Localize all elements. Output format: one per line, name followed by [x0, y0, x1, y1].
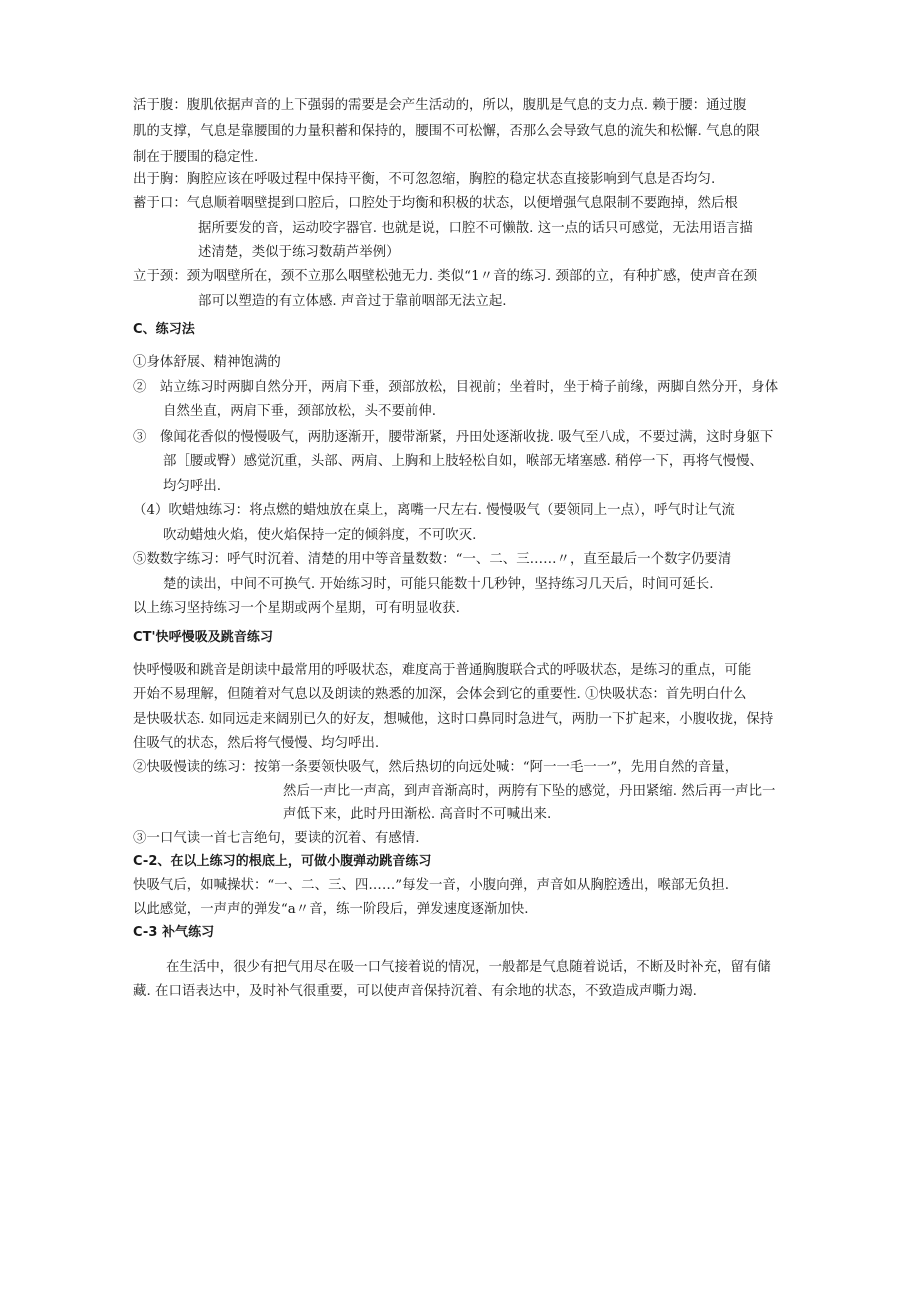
list-item: ③ 像闻花香似的慢慢吸气，两肋逐渐开，腰带渐紧，丹田处逐渐收拢. 吸气至八成，不要过满，这时身躯下 — [133, 430, 774, 445]
text-line: 开始不易理解，但随着对气息以及朗读的熟悉的加深，会体会到它的重要性. ①快吸状态：首先明白什么 — [133, 687, 747, 702]
text-line: 据所要发的音，运动咬字器官. 也就是说，口腔不可懒散. 这一点的话只可感觉，无法用语言描 — [198, 221, 753, 236]
text-line: 以上练习坚持练习一个星期或两个星期，可有明显收获. — [133, 601, 460, 616]
text-line: 住吸气的状态，然后将气慢慢、均匀呼出. — [133, 736, 380, 751]
text-line: 部［腰或臀）感觉沉重，头部、两肩、上胸和上肢轻松自如，喉部无堵塞感. 稍停一下，再将气慢慢、 — [163, 454, 763, 469]
text-line: 述清楚，类似于练习数葫芦举例） — [198, 245, 400, 260]
text-line: 声低下来，此时丹田渐松. 高音时不可喊出来. — [283, 807, 552, 822]
section-heading: C、练习法 — [133, 322, 195, 337]
section-heading: C-2、在以上练习的根底上，可做小腹弹动跳音练习 — [133, 854, 432, 869]
list-item: ③一口气读一首七言绝句，要读的沉着、有感情. — [133, 831, 420, 846]
list-item: ⑤数数字练习：呼气时沉着、清楚的用中等音量数数：“一、二、三……〃，直至最后一个数字仍要清 — [133, 552, 732, 567]
section-heading: CT'快呼慢吸及跳音练习 — [133, 630, 273, 645]
list-item: ②快吸慢读的练习：按第一条要领快吸气，然后热切的向远处喊：“阿一一毛一一”，先用自然的音量， — [133, 760, 739, 775]
text-line: 活于腹：腹肌依据声音的上下强弱的需要是会产生活动的，所以，腹肌是气息的支力点. 赖于腰：通过腹 — [133, 98, 747, 113]
list-item: （4）吹蜡烛练习：将点燃的蜡烛放在桌上，离嘴一尺左右. 慢慢吸气（要领同上一点），呼气时让气流 — [133, 503, 735, 518]
text-line: 蓄于口：气息顺着咽壁提到口腔后，口腔处于均衡和积极的状态，以便增强气息限制不要跑掉，然后根 — [133, 196, 738, 211]
text-line: 吹动蜡烛火焰，使火焰保持一定的倾斜度，不可吹灭. — [163, 528, 477, 543]
list-item: ② 站立练习时两脚自然分开，两肩下垂，颈部放松，目视前；坐着时，坐于椅子前缘，两脚自然分开，身体 — [133, 380, 779, 395]
text-line: 快呼慢吸和跳音是朗读中最常用的呼吸状态，难度高于普通胸腹联合式的呼吸状态，是练习的重点，可能 — [133, 663, 752, 678]
text-line: 部可以塑造的有立体感. 声音过于靠前咽部无法立起. — [198, 294, 507, 309]
text-line: 快吸气后，如喊操状：“一、二、三、四……”每发一音，小腹向弹，声音如从胸腔透出，喉部无负担. — [133, 878, 730, 893]
text-line: 均匀呼出. — [163, 479, 222, 494]
text-line: 肌的支撑，气息是靠腰围的力量积蓄和保持的，腰围不可松懈，否那么会导致气息的流失和松懈. 气息的限 — [133, 124, 760, 139]
text-line: 藏. 在口语表达中，及时补气很重要，可以使声音保持沉着、有余地的状态，不致造成声嘶力竭. — [133, 984, 697, 999]
section-heading: C-3 补气练习 — [133, 925, 215, 940]
list-item: ①身体舒展、精神饱满的 — [133, 355, 281, 370]
text-line: 立于颈：颈为咽壁所在，颈不立那么咽壁松弛无力. 类似“1〃音的练习. 颈部的立，有种扩感，使声音在颈 — [133, 269, 758, 284]
text-line: 然后一声比一声高，到声音渐高时，两胯有下坠的感觉，丹田紧缩. 然后再一声比一 — [283, 784, 776, 799]
text-line: 楚的读出，中间不可换气. 开始练习时，可能只能数十几秒钟，坚持练习几天后，时间可延长. — [163, 577, 714, 592]
text-line: 在生活中，很少有把气用尽在吸一口气接着说的情况，一般都是气息随着说话，不断及时补充，留有储 — [166, 960, 771, 975]
text-line: 是快吸状态. 如同远走来阔别已久的好友，想喊他，这时口鼻同时急进气，两肋一下扩起来，小腹收拢，保持 — [133, 712, 774, 727]
text-line: 出于胸：胸腔应该在呼吸过程中保持平衡，不可忽忽缩，胸腔的稳定状态直接影响到气息是否均匀. — [133, 172, 716, 187]
text-line: 制在于腰围的稳定性. — [133, 150, 259, 165]
text-line: 自然坐直，两肩下垂，颈部放松，头不要前伸. — [163, 404, 437, 419]
text-line: 以此感觉，一声声的弹发“a〃音，练一阶段后，弹发速度逐渐加快. — [133, 902, 529, 917]
